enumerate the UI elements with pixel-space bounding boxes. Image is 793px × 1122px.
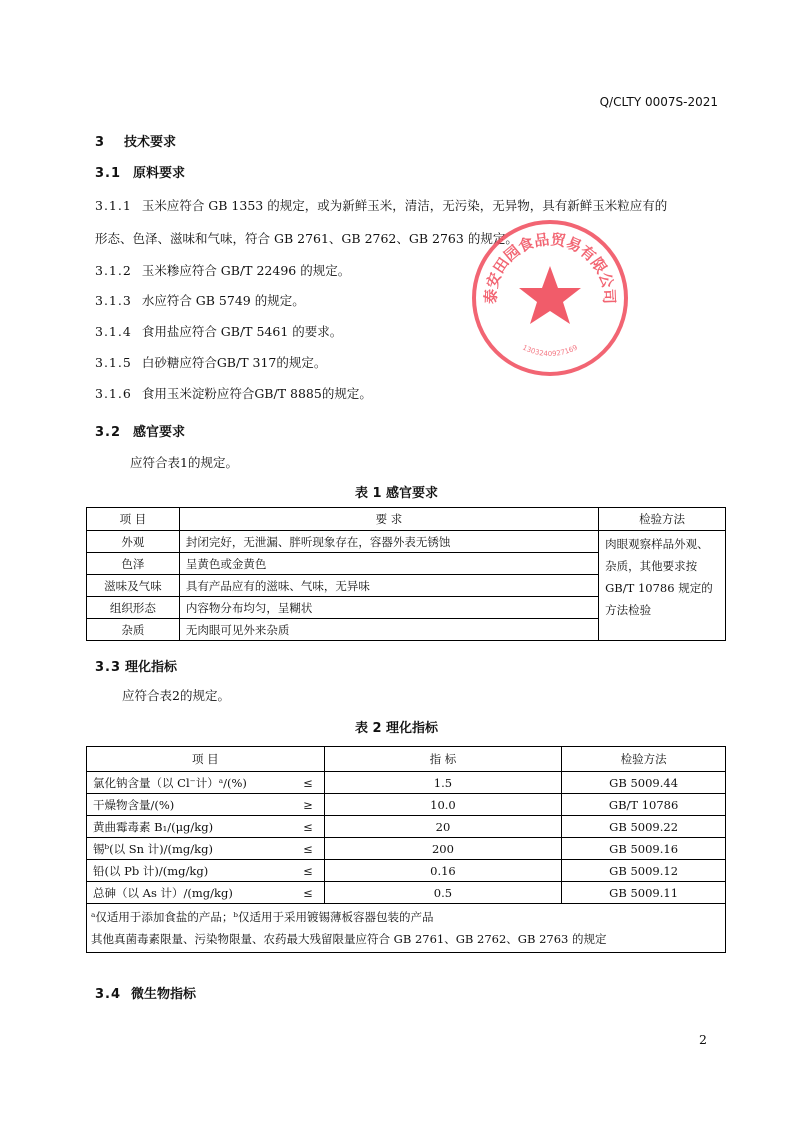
table-header-row xyxy=(87,747,726,772)
section-title: 理化指标 xyxy=(125,660,178,675)
table-notes-cell xyxy=(87,904,726,953)
value-cell: 0.16 xyxy=(324,860,562,882)
value-cell: 1.5 xyxy=(324,772,562,794)
table-1-sensory xyxy=(86,507,726,641)
table-1-caption: 表 1 感官要求 xyxy=(354,486,439,501)
clause-text: 水应符合 GB 5749 的规定。 xyxy=(141,293,305,308)
value-cell: 0.5 xyxy=(324,882,562,904)
operator-cell: ≤ xyxy=(292,772,324,794)
item-cell: 铅(以 Pb 计)/(mg/kg) xyxy=(87,860,293,882)
method-cell: GB 5009.44 xyxy=(562,772,726,794)
table-2-physicochemical xyxy=(86,746,726,953)
method-cell: GB 5009.16 xyxy=(562,838,726,860)
clause-3-1-6 xyxy=(95,384,372,402)
section-title: 微生物指标 xyxy=(131,987,197,1002)
method-cell: GB 5009.22 xyxy=(562,816,726,838)
requirement-cell: 具有产品应有的滋味、气味，无异味 xyxy=(179,575,598,597)
section-3-heading xyxy=(95,131,176,150)
requirement-cell: 无肉眼可见外来杂质 xyxy=(179,619,598,641)
section-number: 3.2 xyxy=(95,425,122,440)
item-cell: 干燥物含量/(%) xyxy=(87,794,293,816)
clause-text: 食用玉米淀粉应符合GB/T 8885的规定。 xyxy=(141,386,372,401)
requirement-cell: 呈黄色或金黄色 xyxy=(179,553,598,575)
clause-3-1-4 xyxy=(95,322,342,340)
section-number: 3.4 xyxy=(95,987,122,1002)
clause-text: 玉米糁应符合 GB/T 22496 的规定。 xyxy=(141,263,351,278)
clause-number: 3.1.4 xyxy=(95,324,132,339)
clause-text: 白砂糖应符合GB/T 317的规定。 xyxy=(141,355,327,370)
clause-3-1-3 xyxy=(95,291,305,309)
clause-3-1-1 xyxy=(95,196,667,214)
section-title: 原料要求 xyxy=(133,166,186,181)
operator-cell: ≤ xyxy=(292,838,324,860)
table-header-cell: 项 目 xyxy=(87,747,325,772)
footnote-applicability: ᵃ仅适用于添加食盐的产品；ᵇ仅适用于采用镀锡薄板容器包装的产品 xyxy=(91,910,434,924)
footnote-other-limits: 其他真菌毒素限量、污染物限量、农药最大残留限量应符合 GB 2761、GB 2762、GB 2763 的规定 xyxy=(91,932,607,946)
clause-number: 3.1.3 xyxy=(95,293,132,308)
clause-number: 3.1.1 xyxy=(95,198,132,213)
table-header-cell: 检验方法 xyxy=(562,747,726,772)
section-3-2-intro: 应符合表1的规定。 xyxy=(130,455,238,470)
value-cell: 10.0 xyxy=(324,794,562,816)
clause-number: 3.1.5 xyxy=(95,355,132,370)
operator-cell: ≤ xyxy=(292,882,324,904)
item-cell: 组织形态 xyxy=(87,597,180,619)
clause-number: 3.1.6 xyxy=(95,386,132,401)
table-row xyxy=(87,882,726,904)
section-3-4-heading xyxy=(95,983,196,1002)
table-header-cell: 要 求 xyxy=(179,508,598,531)
table-row xyxy=(87,531,726,553)
table-row xyxy=(87,838,726,860)
table-2-caption: 表 2 理化指标 xyxy=(354,721,439,736)
item-cell: 黄曲霉毒素 B₁/(μg/kg) xyxy=(87,816,293,838)
item-cell: 总砷（以 As 计）/(mg/kg) xyxy=(87,882,293,904)
table-header-row xyxy=(87,508,726,531)
section-title: 感官要求 xyxy=(133,425,186,440)
section-3-1-heading xyxy=(95,162,185,181)
requirement-cell: 内容物分布均匀，呈糊状 xyxy=(179,597,598,619)
clause-text: 玉米应符合 GB 1353 的规定，或为新鲜玉米，清洁，无污染，无异物，具有新鲜玉米粒应有的 xyxy=(141,198,668,213)
operator-cell: ≤ xyxy=(292,860,324,882)
section-title: 技术要求 xyxy=(124,135,177,150)
table-header-cell: 检验方法 xyxy=(599,508,726,531)
clause-3-1-1-continued: 形态、色泽、滋味和气味，符合 GB 2761、GB 2762、GB 2763 的规定。 xyxy=(95,231,518,246)
clause-3-1-5 xyxy=(95,353,326,371)
page-number: 2 xyxy=(699,1032,707,1047)
section-3-3-intro: 应符合表2的规定。 xyxy=(122,688,230,703)
seal-number: 1303240927169 xyxy=(521,343,579,358)
section-number: 3.1 xyxy=(95,166,122,181)
table-row xyxy=(87,816,726,838)
method-cell: GB 5009.12 xyxy=(562,860,726,882)
seal-company-name: 泰安田园食品贸易有限公司 xyxy=(481,230,619,305)
requirement-cell: 封闭完好，无泄漏、胖听现象存在，容器外表无锈蚀 xyxy=(179,531,598,553)
item-cell: 锡ᵇ(以 Sn 计)/(mg/kg) xyxy=(87,838,293,860)
item-cell: 色泽 xyxy=(87,553,180,575)
section-number: 3 xyxy=(95,135,105,150)
value-cell: 20 xyxy=(324,816,562,838)
method-cell: GB 5009.11 xyxy=(562,882,726,904)
operator-cell: ≤ xyxy=(292,816,324,838)
table-row xyxy=(87,772,726,794)
table-notes-row xyxy=(87,904,726,953)
item-cell: 滋味及气味 xyxy=(87,575,180,597)
item-cell: 氯化钠含量（以 Cl⁻计）ᵃ/(%) xyxy=(87,772,293,794)
table-header-cell: 指 标 xyxy=(324,747,562,772)
method-cell: GB/T 10786 xyxy=(562,794,726,816)
clause-number: 3.1.2 xyxy=(95,263,132,278)
item-cell: 外观 xyxy=(87,531,180,553)
document-code: Q/CLTY 0007S-2021 xyxy=(599,95,718,109)
table-row xyxy=(87,860,726,882)
section-3-2-heading xyxy=(95,421,185,440)
seal-star-icon xyxy=(519,266,581,324)
table-header-cell: 项 目 xyxy=(87,508,180,531)
value-cell: 200 xyxy=(324,838,562,860)
company-seal-stamp xyxy=(470,218,630,378)
method-cell: 肉眼观察样品外观、杂质，其他要求按GB/T 10786 规定的方法检验 xyxy=(599,531,726,641)
section-3-3-heading xyxy=(95,656,177,675)
table-row xyxy=(87,794,726,816)
section-number: 3.3 xyxy=(95,660,122,675)
item-cell: 杂质 xyxy=(87,619,180,641)
clause-3-1-2 xyxy=(95,261,350,279)
operator-cell: ≥ xyxy=(292,794,324,816)
clause-text: 食用盐应符合 GB/T 5461 的要求。 xyxy=(141,324,343,339)
